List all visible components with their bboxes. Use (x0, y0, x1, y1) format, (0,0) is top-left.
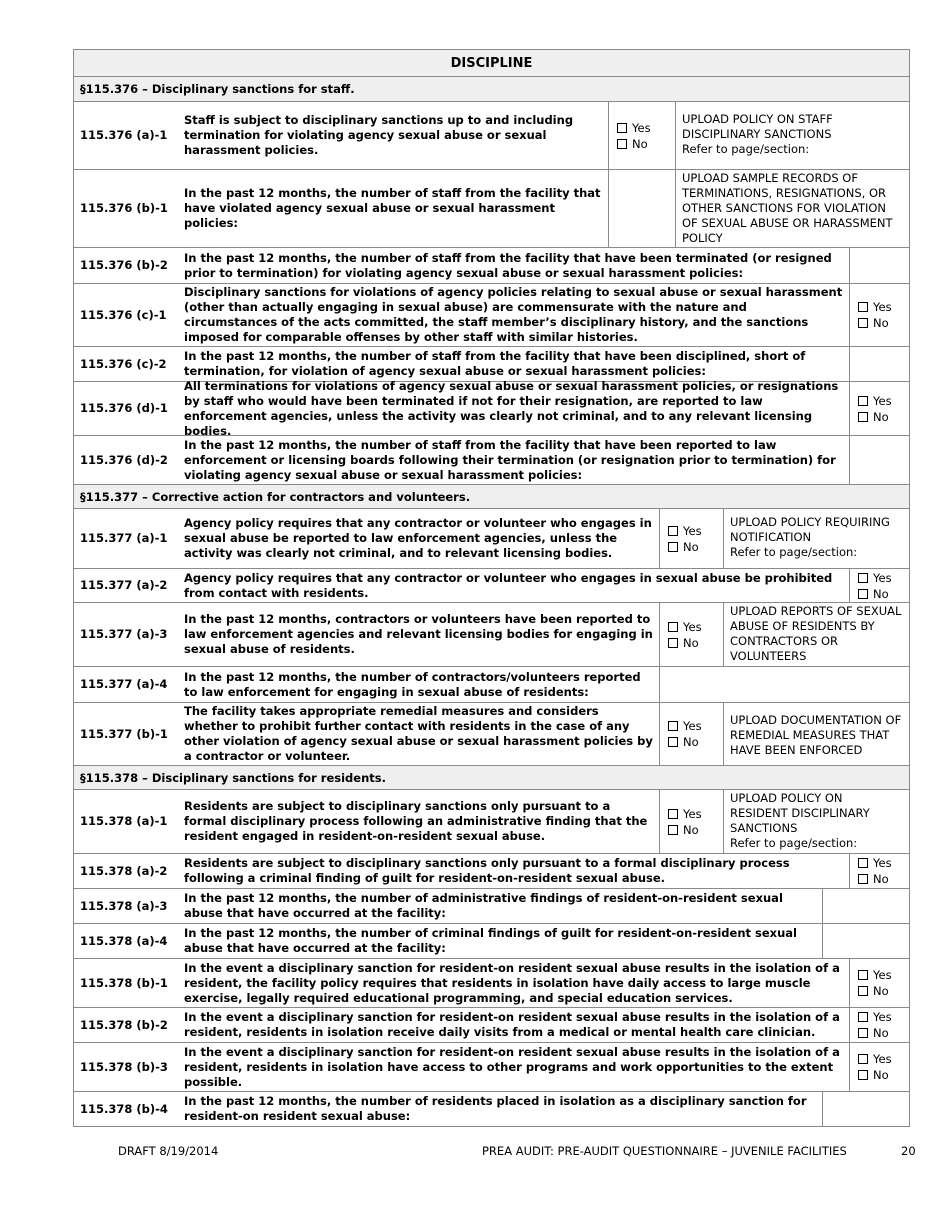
upload-cell[interactable] (723, 703, 909, 765)
question-text: In the past 12 months, the number of staff from the facility that have been terminated (or resigned prior to termination) for violating agency sexual abuse or sexual harassment policies: (184, 250, 832, 280)
yes-option[interactable] (858, 393, 892, 409)
question-id: 115.378 (b)-1 (80, 975, 168, 990)
question-row-115-378-a1 (73, 790, 910, 854)
question-text: Agency policy requires that any contractor or volunteer who engages in sexual abuse be reported to law enforcement agencies, unless the activity was clearly not criminal, and to relevant licensing bodies. (184, 516, 652, 560)
yes-no-group (659, 509, 723, 568)
table-title-text: DISCIPLINE (450, 55, 533, 71)
yes-label: Yes (683, 523, 702, 538)
no-option[interactable] (858, 983, 889, 999)
answer-field[interactable] (822, 924, 909, 958)
no-label: No (873, 409, 889, 424)
question-id: 115.378 (a)-3 (80, 898, 168, 913)
no-checkbox[interactable] (858, 874, 868, 884)
yes-label: Yes (873, 856, 892, 870)
no-label: No (632, 136, 648, 151)
question-row-115-378-a3 (73, 889, 910, 924)
yes-label: Yes (873, 300, 892, 314)
yes-label: Yes (873, 393, 892, 408)
question-row-115-378-b1 (73, 959, 910, 1008)
no-option[interactable] (668, 734, 699, 750)
no-checkbox[interactable] (668, 542, 678, 552)
refer-page-section: Refer to page/section: (730, 836, 858, 850)
yes-no-group (849, 569, 909, 602)
question-row-115-376-b1 (73, 170, 910, 248)
no-option[interactable] (858, 1067, 889, 1083)
question-row-115-376-c2 (73, 347, 910, 382)
question-id: 115.377 (a)-2 (80, 578, 168, 592)
upload-instruction: UPLOAD POLICY ON STAFF DISCIPLINARY SANCTIONS (682, 112, 833, 141)
question-id: 115.378 (a)-4 (80, 933, 168, 948)
answer-field[interactable] (849, 436, 909, 484)
question-text: In the past 12 months, the number of contractors/volunteers reported to law enforcement for engaging in sexual abuse of residents: (184, 669, 641, 699)
yes-checkbox[interactable] (858, 302, 868, 312)
question-row-115-378-a4 (73, 924, 910, 959)
question-id: 115.376 (a)-1 (80, 128, 168, 142)
no-checkbox[interactable] (668, 638, 678, 648)
yes-no-group (659, 790, 723, 853)
question-id: 115.378 (a)-2 (80, 863, 168, 878)
yes-option[interactable] (858, 1051, 892, 1067)
question-text: In the past 12 months, contractors or volunteers have been reported to law enforcement agencies and relevant licensing bodies for engaging in sexual abuse of residents. (184, 612, 653, 656)
yes-checkbox[interactable] (858, 858, 868, 868)
no-option[interactable] (858, 409, 889, 425)
no-label: No (683, 635, 699, 650)
question-id: 115.376 (b)-1 (80, 201, 168, 215)
question-text: Residents are subject to disciplinary sanctions only pursuant to a formal disciplinary process following a criminal finding of guilt for resident-on-resident sexual abuse. (184, 856, 790, 885)
no-checkbox[interactable] (858, 1028, 868, 1038)
yes-option[interactable] (668, 718, 702, 734)
yes-label: Yes (683, 619, 702, 634)
question-row-115-377-a2 (73, 569, 910, 603)
question-text: The facility takes appropriate remedial measures and considers whether to prohibit further contact with residents in the case of any other violation of agency sexual abuse or sexual harassment policies by a contractor or volunteer. (184, 704, 653, 763)
upload-instruction: UPLOAD POLICY REQUIRING NOTIFICATION (730, 515, 890, 544)
question-text: Staff is subject to disciplinary sanctions up to and including termination for violating agency sexual abuse or sexual harassment policies. (184, 113, 574, 157)
question-row-115-377-b1 (73, 703, 910, 766)
question-text: In the event a disciplinary sanction for resident-on resident sexual abuse results in the isolation of a resident, residents in isolation receive daily visits from a medical or mental health care clinician. (184, 1010, 840, 1039)
question-id: 115.378 (b)-4 (80, 1101, 168, 1116)
yes-label: Yes (873, 570, 892, 585)
no-label: No (683, 735, 699, 749)
yes-no-group (659, 703, 723, 765)
yes-checkbox[interactable] (668, 622, 678, 632)
no-label: No (873, 1026, 889, 1040)
no-checkbox[interactable] (858, 1070, 868, 1080)
no-checkbox[interactable] (668, 737, 678, 747)
question-text: In the past 12 months, the number of staff from the facility that have violated agency sexual abuse or sexual harassment policies: (184, 186, 601, 230)
question-row-115-377-a1 (73, 509, 910, 569)
question-id: 115.377 (a)-1 (80, 531, 168, 545)
no-checkbox[interactable] (858, 318, 868, 328)
question-row-115-378-a2 (73, 854, 910, 889)
question-text: In the past 12 months, the number of staff from the facility that have been disciplined, short of termination, for violation of agency sexual abuse or sexual harassment policies: (184, 349, 806, 378)
answer-field[interactable] (849, 248, 909, 283)
no-label: No (873, 984, 889, 998)
no-option[interactable] (668, 822, 699, 838)
no-option[interactable] (858, 1025, 889, 1041)
question-id: 115.377 (b)-1 (80, 726, 168, 741)
no-option[interactable] (617, 136, 648, 152)
upload-cell[interactable] (723, 790, 909, 853)
question-row-115-376-d2 (73, 436, 910, 485)
yes-option[interactable] (858, 855, 892, 871)
section-title: §115.376 – Disciplinary sanctions for staff. (80, 82, 355, 96)
question-id: 115.376 (c)-2 (80, 356, 167, 371)
upload-instruction: UPLOAD REPORTS OF SEXUAL ABUSE OF RESIDENTS BY CONTRACTORS OR VOLUNTEERS (730, 604, 902, 663)
yes-label: Yes (873, 1052, 892, 1066)
no-option[interactable] (858, 586, 889, 602)
yes-label: Yes (873, 968, 892, 982)
question-text: In the past 12 months, the number of staff from the facility that have been reported to law enforcement or licensing boards following their termination (or resignation prior to termination) for violating agency sexual abuse or sexual harassment policies: (184, 437, 836, 482)
yes-checkbox[interactable] (668, 526, 678, 536)
question-text: In the past 12 months, the number of residents placed in isolation as a disciplinary sanction for resident-on resident sexual abuse: (184, 1094, 807, 1123)
yes-label: Yes (683, 806, 702, 821)
yes-no-group (849, 1008, 909, 1042)
yes-option[interactable] (858, 1009, 892, 1025)
no-option[interactable] (668, 539, 699, 555)
answer-field[interactable] (822, 1092, 909, 1126)
yes-checkbox[interactable] (668, 809, 678, 819)
yes-option[interactable] (858, 967, 892, 983)
no-option[interactable] (858, 871, 889, 887)
yes-option[interactable] (668, 523, 702, 539)
question-text: In the event a disciplinary sanction for resident-on resident sexual abuse results in the isolation of a resident, the facility policy requires that residents in isolation have daily access to large muscle exercise, legally required educational programming, and special education services. (184, 960, 840, 1005)
yes-label: Yes (873, 1010, 892, 1024)
yes-label: Yes (683, 719, 702, 733)
section-title: §115.378 – Disciplinary sanctions for residents. (80, 770, 386, 785)
no-label: No (683, 539, 699, 554)
answer-field[interactable] (822, 889, 909, 923)
answer-field[interactable] (659, 667, 909, 702)
upload-cell[interactable] (675, 170, 909, 247)
yes-option[interactable] (858, 299, 892, 315)
no-checkbox[interactable] (668, 825, 678, 835)
yes-checkbox[interactable] (858, 573, 868, 583)
section-header-115-377 (73, 485, 910, 509)
question-text: In the event a disciplinary sanction for resident-on resident sexual abuse results in the isolation of a resident, residents in isolation have access to other programs and work opportunities to the extent possible. (184, 1044, 840, 1089)
refer-page-section: Refer to page/section: (682, 142, 810, 156)
question-row-115-376-d1 (73, 378, 910, 438)
yes-option[interactable] (858, 570, 892, 586)
draft-date: DRAFT 8/19/2014 (118, 1144, 219, 1158)
no-label: No (873, 1068, 889, 1082)
question-id: 115.376 (d)-2 (80, 452, 168, 467)
question-row-115-377-a4 (73, 667, 910, 703)
upload-cell[interactable] (723, 603, 909, 666)
yes-checkbox[interactable] (668, 721, 678, 731)
yes-checkbox[interactable] (858, 396, 868, 406)
no-checkbox[interactable] (617, 139, 627, 149)
question-text: All terminations for violations of agency sexual abuse or sexual harassment policies, or resignations by staff who would have been terminated if not for their resignation, are reported to law enforcement agencies, unless the activity was clearly not criminal, and to any relevant licensing bodies. (184, 378, 839, 438)
question-row-115-378-b2 (73, 1008, 910, 1043)
no-label: No (873, 316, 889, 330)
upload-instruction: UPLOAD POLICY ON RESIDENT DISCIPLINARY SANCTIONS (730, 791, 870, 835)
answer-field[interactable] (849, 347, 909, 381)
question-row-115-376-c1 (73, 284, 910, 347)
question-text: In the past 12 months, the number of criminal findings of guilt for resident-on-resident sexual abuse that have occurred at the facility: (184, 926, 797, 955)
page-number: 20 (901, 1144, 916, 1158)
question-id: 115.376 (d)-1 (80, 401, 168, 415)
section-header-115-376 (73, 77, 910, 102)
question-id: 115.378 (b)-3 (80, 1059, 168, 1074)
question-text: Agency policy requires that any contractor or volunteer who engages in sexual abuse be prohibited from contact with residents. (184, 570, 833, 600)
question-row-115-378-b3 (73, 1043, 910, 1092)
no-checkbox[interactable] (858, 589, 868, 599)
refer-page-section: Refer to page/section: (730, 545, 858, 559)
yes-no-group (849, 382, 909, 435)
upload-instruction: UPLOAD DOCUMENTATION OF REMEDIAL MEASURES THAT HAVE BEEN ENFORCED (730, 713, 902, 757)
question-row-115-376-a1 (73, 102, 910, 170)
table-title (73, 49, 910, 77)
yes-no-group (849, 1043, 909, 1091)
yes-option[interactable] (668, 806, 702, 822)
footer-title: PREA AUDIT: PRE-AUDIT QUESTIONNAIRE – JUVENILE FACILITIES (482, 1144, 847, 1158)
no-label: No (873, 872, 889, 886)
yes-option[interactable] (617, 120, 651, 136)
answer-field[interactable] (608, 170, 675, 247)
question-id: 115.378 (b)-2 (80, 1017, 168, 1032)
yes-no-group (849, 854, 909, 888)
yes-no-group (849, 284, 909, 346)
question-text: Residents are subject to disciplinary sanctions only pursuant to a formal disciplinary process following an administrative finding that the resident engaged in resident-on-resident sexual abuse. (184, 799, 648, 843)
no-label: No (683, 822, 699, 837)
yes-checkbox[interactable] (858, 1054, 868, 1064)
question-id: 115.377 (a)-3 (80, 627, 168, 641)
upload-instruction: UPLOAD SAMPLE RECORDS OF TERMINATIONS, RESIGNATIONS, OR OTHER SANCTIONS FOR VIOLATION OF SEXUAL ABUSE OR HARASSMENT POLICY (682, 171, 893, 245)
no-label: No (873, 586, 889, 601)
no-option[interactable] (858, 315, 889, 331)
yes-option[interactable] (668, 619, 702, 635)
question-id: 115.376 (b)-2 (80, 258, 168, 272)
question-id: 115.376 (c)-1 (80, 307, 167, 322)
upload-cell[interactable] (723, 509, 909, 568)
yes-no-group (659, 603, 723, 666)
yes-checkbox[interactable] (617, 123, 627, 133)
yes-label: Yes (632, 120, 651, 135)
no-checkbox[interactable] (858, 986, 868, 996)
yes-checkbox[interactable] (858, 970, 868, 980)
question-text: Disciplinary sanctions for violations of agency policies relating to sexual abuse or sexual harassment (other than actually engaging in sexual abuse) are commensurate with the nature and circumstances of the acts committed, the staff member’s disciplinary history, and the sanctions imposed for comparable offenses by other staff with similar histories. (184, 285, 843, 344)
question-id: 115.378 (a)-1 (80, 814, 168, 828)
no-option[interactable] (668, 635, 699, 651)
upload-cell[interactable] (675, 102, 909, 169)
question-row-115-376-b2 (73, 248, 910, 284)
question-row-115-378-b4 (73, 1092, 910, 1127)
yes-no-group (849, 959, 909, 1007)
yes-no-group (608, 102, 675, 169)
no-checkbox[interactable] (858, 412, 868, 422)
question-row-115-377-a3 (73, 603, 910, 667)
section-header-115-378 (73, 766, 910, 790)
discipline-table (73, 49, 910, 1127)
section-title: §115.377 – Corrective action for contractors and volunteers. (80, 489, 471, 504)
question-text: In the past 12 months, the number of administrative findings of resident-on-resident sexual abuse that have occurred at the facility: (184, 891, 783, 920)
question-id: 115.377 (a)-4 (80, 677, 168, 691)
yes-checkbox[interactable] (858, 1012, 868, 1022)
